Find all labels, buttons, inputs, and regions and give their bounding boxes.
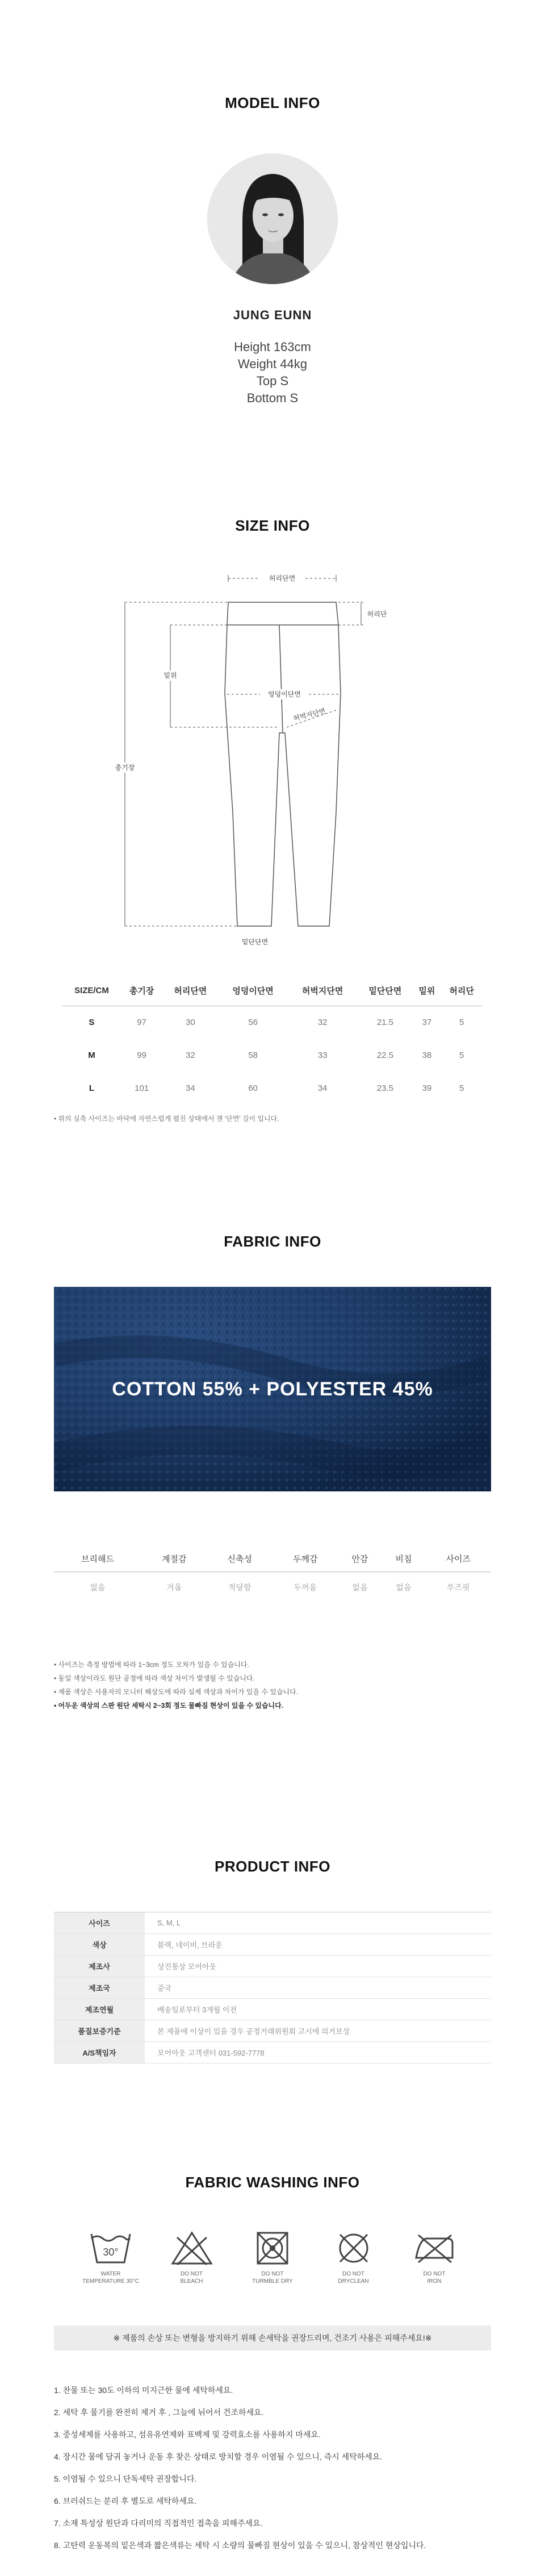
table-cell: 39 [422, 1083, 432, 1093]
table-cell: 60 [248, 1083, 258, 1093]
table-cell: 21.5 [376, 1017, 394, 1027]
size-table-header-cell: 밑위 [413, 976, 441, 1006]
table-row [54, 2042, 491, 2064]
list-item: 1. 찬물 또는 30도 이하의 미지근한 물에 세탁하세요. [54, 2386, 233, 2395]
label-length: 총기장 [115, 764, 135, 772]
fabric-value-cell: 없음 [90, 1583, 106, 1593]
list-item: 7. 소재 특성상 원단과 다리미의 직접적인 접촉을 피해주세요. [54, 2519, 263, 2528]
row-key: 제조국 [54, 1977, 145, 1999]
size-table-header-cell: 허리단면 [162, 976, 218, 1006]
model-bottom-size: Bottom S [246, 391, 299, 405]
fabric-note: • 제품 색상은 사용자의 모니터 해상도에 따라 실제 색상과 차이가 있을 수 있습니다. [54, 1688, 299, 1696]
caption-line: IRON [427, 2278, 442, 2285]
table-row [54, 1999, 491, 2020]
do-not-bleach-icon [170, 2231, 213, 2266]
row-value: 배송일로부터 3개월 이전 [145, 1999, 491, 2020]
size-row-m [62, 1039, 483, 1072]
fabric-note-bold: • 어두운 색상의 스판 원단 세탁시 2~3회 정도 물빠짐 현상이 있을 수 있습니다. [54, 1702, 284, 1710]
washing-warning-banner: ※ 제품의 손상 또는 변형을 방지하기 위해 손세탁을 권장드리며, 건조기 사용은 피해주세요!※ [54, 2325, 491, 2350]
washing-info-title: FABRIC WASHING INFO [185, 2174, 360, 2191]
do-not-tumble-dry-icon [251, 2231, 294, 2266]
table-cell: M [88, 1050, 95, 1060]
wash-caption [79, 2270, 142, 2285]
label-waistband: 허리단 [367, 610, 387, 618]
table-row [54, 2020, 491, 2042]
caption-line: TURMBLE DRY [252, 2278, 293, 2285]
model-info-title: MODEL INFO [225, 94, 320, 111]
fabric-composition: COTTON 55% + POLYESTER 45% [112, 1378, 433, 1400]
table-cell: 101 [135, 1083, 149, 1093]
list-item: 8. 고탄력 운동복의 밑은색과 짧은색류는 세탁 시 소량의 물빠짐 현상이 있을 수 있으니, 참상적인 현상입니다. [54, 2541, 426, 2550]
table-cell: 30 [186, 1017, 195, 1027]
table-row [54, 1912, 491, 1934]
fabric-header-cell: 브리해드 [54, 1547, 141, 1572]
fabric-value-cell: 겨울 [166, 1583, 182, 1593]
wash-item [322, 2231, 385, 2304]
fabric-table-header [54, 1547, 491, 1572]
caption-line: DO NOT [342, 2271, 364, 2277]
table-cell: 32 [317, 1017, 328, 1027]
label-waist: 허리단면 [269, 574, 296, 582]
fabric-note: • 사이즈는 측정 방법에 따라 1~3cm 정도 오차가 있을 수 있습니다. [54, 1661, 249, 1669]
row-value: 중국 [145, 1977, 491, 1999]
size-table-header-cell: 허벅지단면 [288, 976, 358, 1006]
fabric-value-cell: 없음 [396, 1583, 412, 1593]
fabric-values-row [54, 1572, 491, 1603]
wash-caption [322, 2270, 385, 2285]
label-hip: 엉덩이단면 [268, 690, 301, 698]
wash-temp-label: 30° [103, 2246, 119, 2258]
fabric-header-cell: 계절감 [141, 1547, 207, 1572]
row-value: 블랙, 네이비, 브라운 [145, 1934, 491, 1956]
product-info-title: PRODUCT INFO [215, 1858, 330, 1875]
wash-item [161, 2231, 223, 2304]
row-key: 제조사 [54, 1956, 145, 1977]
wash-30-icon [89, 2231, 132, 2266]
row-key: 색상 [54, 1934, 145, 1956]
list-item: 5. 이염될 수 있으니 단독세탁 권장합니다. [54, 2474, 197, 2483]
product-info-table [54, 1912, 491, 2064]
list-item: 2. 세탁 후 물기를 완전히 제거 후 , 그늘에 뉘어서 건조하세요. [54, 2408, 264, 2417]
fabric-value-cell: 두꺼움 [294, 1583, 317, 1593]
fabric-value-cell: 적당함 [228, 1583, 251, 1593]
list-item: 6. 브러쉬드는 분리 후 별도로 세탁하세요. [54, 2496, 197, 2506]
caption-line: DO NOT [423, 2271, 446, 2277]
wash-caption [161, 2270, 223, 2285]
size-note: • 위의 실측 사이즈는 바닥에 자연스럽게 펼친 상태에서 잰 '단면' 길이 입니다. [54, 1115, 279, 1123]
pants-size-diagram [57, 562, 488, 960]
table-cell: L [89, 1083, 95, 1093]
size-table-header-cell: 밑단단면 [357, 976, 413, 1006]
table-cell: 56 [248, 1017, 258, 1027]
table-cell: S [89, 1017, 95, 1027]
fabric-header-cell: 사이즈 [425, 1547, 491, 1572]
row-key: 사이즈 [54, 1912, 145, 1934]
row-key: 품질보증기준 [54, 2020, 145, 2042]
model-photo-illustration [207, 153, 338, 284]
model-avatar [207, 153, 338, 284]
fabric-header-cell: 두께감 [272, 1547, 338, 1572]
table-cell: 38 [422, 1050, 432, 1060]
row-value: S, M, L [145, 1912, 491, 1934]
size-table-header [62, 976, 483, 1006]
table-cell: 5 [459, 1017, 464, 1027]
washing-instructions-list [54, 2379, 491, 2557]
fabric-note: • 동일 색상이라도 원단 공정에 따라 색상 차이가 발생될 수 있습니다. [54, 1674, 255, 1682]
caption-line: WATER [100, 2271, 121, 2277]
fabric-swatch-image [54, 1287, 491, 1491]
row-value: 상진통상 모어아웃 [145, 1956, 491, 1977]
label-hem: 밑단단면 [241, 938, 269, 946]
list-item: 3. 중성세제를 사용하고, 섬유유연제와 표백제 및 강력효소를 사용하지 마세요. [54, 2430, 321, 2439]
size-table-header-cell: 총기장 [121, 976, 163, 1006]
table-row [54, 1977, 491, 1999]
list-item: 4. 장시간 물에 담궈 놓거나 운동 후 찾은 상태로 방치할 경우 이염될 수 있으니, 즉시 세탁하세요. [54, 2452, 383, 2461]
wash-item [403, 2231, 466, 2304]
row-key: 제조연월 [54, 1999, 145, 2020]
caption-line: DO NOT [181, 2271, 203, 2277]
table-cell: 99 [137, 1050, 146, 1060]
table-cell: 37 [422, 1017, 432, 1027]
model-top-size: Top S [256, 374, 289, 388]
fabric-notes [54, 1658, 298, 1712]
label-rise: 밑위 [164, 672, 177, 680]
size-info-title: SIZE INFO [235, 517, 310, 534]
size-table [62, 976, 483, 1104]
caption-line: BLEACH [180, 2278, 203, 2285]
wash-caption [241, 2270, 304, 2285]
do-not-dryclean-icon [332, 2231, 375, 2266]
table-cell: 5 [459, 1083, 464, 1093]
table-cell: 23.5 [376, 1083, 394, 1093]
model-height: Height 163cm [234, 340, 311, 354]
table-cell: 97 [137, 1017, 146, 1027]
table-cell: 5 [459, 1050, 464, 1060]
size-table-header-cell: 엉덩이단면 [218, 976, 288, 1006]
caption-line: TEMPERATURE 30°C [82, 2278, 139, 2285]
row-value: 모어아웃 고객센터 031-592-7778 [145, 2042, 491, 2064]
fabric-header-cell: 비침 [382, 1547, 425, 1572]
fabric-property-table [54, 1547, 491, 1603]
wash-item [241, 2231, 304, 2304]
table-cell: 33 [317, 1050, 328, 1060]
table-cell: 34 [186, 1083, 195, 1093]
table-cell: 34 [317, 1083, 328, 1093]
table-row [54, 1956, 491, 1977]
table-cell: 58 [248, 1050, 258, 1060]
table-cell: 32 [186, 1050, 195, 1060]
fabric-header-cell: 안감 [338, 1547, 382, 1572]
model-stats [0, 339, 545, 407]
size-table-header-cell: SIZE/CM [62, 976, 121, 1006]
washing-icons [79, 2231, 466, 2304]
row-key: A/S책임자 [54, 2042, 145, 2064]
wash-item [79, 2231, 142, 2304]
table-cell: 22.5 [376, 1050, 394, 1060]
fabric-header-cell: 신축성 [207, 1547, 272, 1572]
row-value: 본 제품에 이상이 있을 경우 공정거래위원회 고시에 의거보상 [145, 2020, 491, 2042]
do-not-iron-icon [413, 2231, 456, 2266]
model-name: JUNG EUNN [233, 308, 312, 322]
label-thigh: 허벅지단면 [292, 707, 326, 723]
wash-caption [403, 2270, 466, 2285]
fabric-info-title: FABRIC INFO [224, 1233, 321, 1250]
size-table-header-cell: 허리단 [441, 976, 483, 1006]
fabric-value-cell: 루즈핏 [446, 1583, 470, 1593]
table-row [54, 1934, 491, 1956]
caption-line: DO NOT [261, 2271, 284, 2277]
caption-line: DRYCLEAN [338, 2278, 369, 2285]
model-weight: Weight 44kg [238, 357, 307, 371]
size-row-s [62, 1006, 483, 1039]
fabric-value-cell: 없음 [352, 1583, 368, 1593]
size-row-l [62, 1072, 483, 1104]
